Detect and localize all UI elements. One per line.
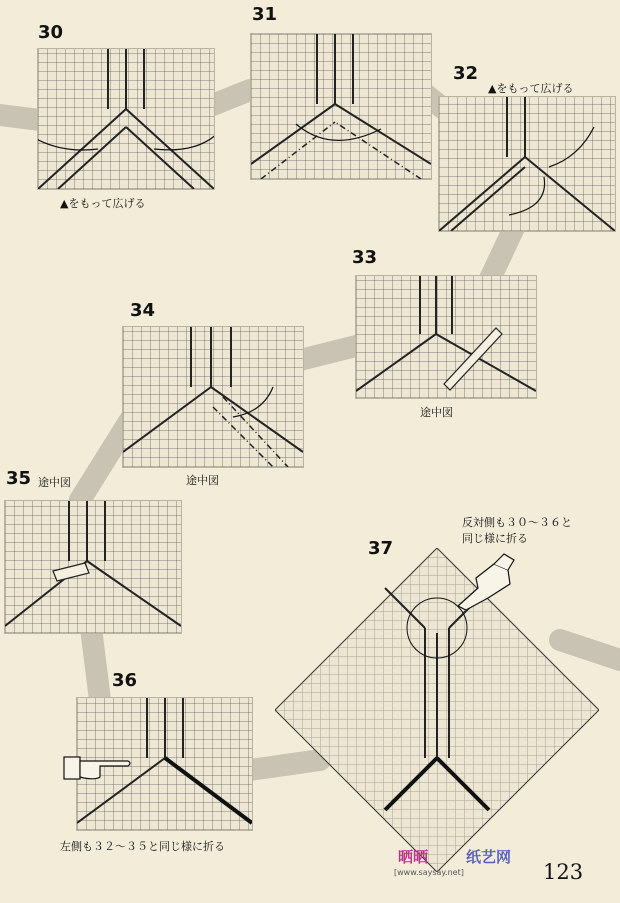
step-35-number: 35 [6, 468, 32, 489]
step-34-number: 34 [130, 300, 156, 321]
watermark-brand-a: 晒晒 [398, 848, 429, 866]
page-number: 123 [543, 860, 584, 884]
step-37-diamond [275, 548, 599, 872]
step-30-caption: ▲をもって広げる [60, 197, 146, 210]
step-35-panel [4, 500, 182, 634]
step-37-caption-line1: 反対側も３０～３６と [462, 516, 572, 529]
step-31-number: 31 [252, 4, 278, 25]
step-36-caption: 左側も３２～３５と同じ様に折る [60, 840, 225, 853]
watermark-url: [www.saysay.net] [394, 868, 464, 877]
step-33-number: 33 [352, 247, 378, 268]
step-36-number: 36 [112, 670, 138, 691]
hand-icon [448, 548, 518, 610]
step-32-number: 32 [453, 63, 479, 84]
watermark-brand-b: 纸艺网 [466, 848, 512, 866]
pointing-hand-icon [62, 753, 134, 783]
step-35-caption: 途中図 [38, 476, 71, 489]
step-30-number: 30 [38, 22, 64, 43]
step-31-panel [250, 33, 432, 180]
step-37-number: 37 [368, 538, 394, 559]
step-32-panel [438, 96, 616, 232]
step-30-panel [37, 48, 215, 190]
step-34-panel [122, 326, 304, 468]
step-34-caption: 途中図 [186, 474, 219, 487]
step-33-caption: 途中図 [420, 406, 453, 419]
step-37-caption-line2: 同じ様に折る [462, 532, 528, 545]
step-32-caption: ▲をもって広げる [488, 82, 574, 95]
step-33-panel [355, 275, 537, 399]
